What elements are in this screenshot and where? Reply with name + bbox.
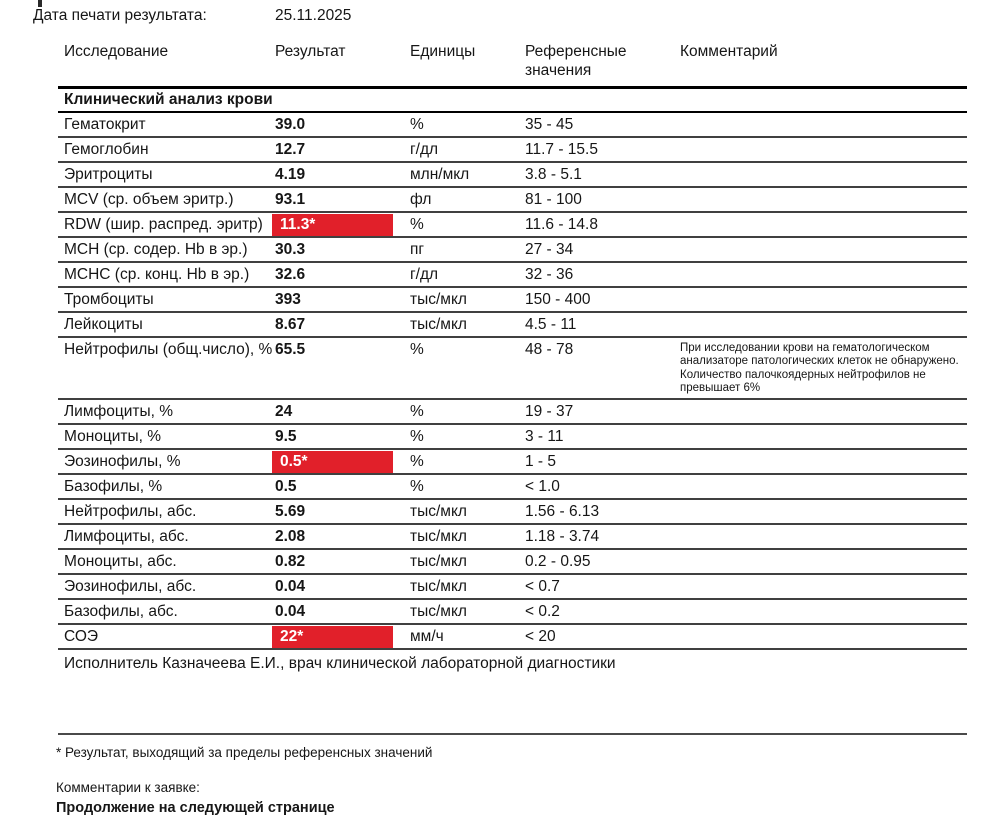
units-cell: фл	[410, 191, 432, 208]
table-row	[58, 625, 967, 650]
units-cell: %	[410, 453, 424, 470]
reference-range-cell: < 0.2	[525, 603, 560, 620]
asterisk-footnote: * Результат, выходящий за пределы референсных значений	[56, 745, 433, 760]
test-name-cell: Базофилы, абс.	[64, 603, 178, 620]
result-cell	[275, 602, 410, 621]
table-row	[58, 475, 967, 500]
result-value: 65.5	[275, 341, 306, 358]
test-name-cell: Нейтрофилы, абс.	[64, 503, 197, 520]
units-cell: тыс/мкл	[410, 578, 467, 595]
units-cell: %	[410, 403, 424, 420]
result-value: 11.3*	[272, 214, 393, 236]
result-value: 393	[275, 291, 301, 308]
reference-range-cell: < 0.7	[525, 578, 560, 595]
table-row	[58, 525, 967, 550]
result-value: 22*	[272, 626, 393, 648]
table-row	[58, 425, 967, 450]
results-table	[58, 40, 967, 673]
comment-cell	[680, 115, 967, 117]
table-row	[58, 500, 967, 525]
comment-cell	[680, 552, 967, 554]
table-row	[58, 313, 967, 338]
units-cell: тыс/мкл	[410, 291, 467, 308]
units-cell: г/дл	[410, 266, 439, 283]
table-row	[58, 263, 967, 288]
units-cell: тыс/мкл	[410, 603, 467, 620]
table-row	[58, 188, 967, 213]
test-name-cell: СОЭ	[64, 628, 99, 645]
result-cell	[275, 552, 410, 571]
table-header-row	[58, 40, 967, 86]
print-date-value: 25.11.2025	[275, 7, 352, 24]
units-cell: %	[410, 478, 424, 495]
table-row	[58, 138, 967, 163]
reference-range-cell: 35 - 45	[525, 116, 574, 133]
request-comments-label: Комментарии к заявке:	[56, 780, 200, 795]
result-cell	[275, 215, 410, 236]
result-cell	[275, 240, 410, 259]
test-name-cell: MCV (ср. объем эритр.)	[64, 191, 234, 208]
result-value: 2.08	[275, 528, 306, 545]
comment-cell	[680, 165, 967, 167]
test-name-cell: Лимфоциты, %	[64, 403, 174, 420]
comment-cell	[680, 427, 967, 429]
table-row	[58, 400, 967, 425]
result-value: 9.5	[275, 428, 297, 445]
test-name-cell: Моноциты, абс.	[64, 553, 177, 570]
reference-range-cell: 32 - 36	[525, 266, 574, 283]
footer-divider	[58, 733, 967, 735]
column-header-test: Исследование	[64, 43, 169, 60]
comment-cell	[680, 402, 967, 404]
result-value: 30.3	[275, 241, 306, 258]
reference-range-cell: < 1.0	[525, 478, 560, 495]
table-row	[58, 575, 967, 600]
reference-range-cell: 1.18 - 3.74	[525, 528, 600, 545]
result-cell	[275, 527, 410, 546]
result-cell	[275, 627, 410, 648]
reference-range-cell: 3 - 11	[525, 428, 564, 445]
units-cell: мм/ч	[410, 628, 444, 645]
comment-cell	[680, 215, 967, 217]
continuation-note: Продолжение на следующей странице	[56, 800, 335, 816]
comment-cell: При исследовании крови на гематологическом анализаторе патологических клеток не обнаружено. Количество палочкоядерных нейтрофилов не превышает 6%	[680, 342, 959, 395]
test-name-cell: Гематокрит	[64, 116, 146, 133]
result-cell	[275, 402, 410, 421]
reference-range-cell: 27 - 34	[525, 241, 574, 258]
reference-range-cell: 11.6 - 14.8	[525, 216, 598, 233]
table-row	[58, 288, 967, 313]
comment-cell	[680, 477, 967, 479]
table-row	[58, 238, 967, 263]
result-cell	[275, 140, 410, 159]
test-name-cell: MCHC (ср. конц. Hb в эр.)	[64, 266, 250, 283]
result-value: 5.69	[275, 503, 306, 520]
reference-range-cell: 19 - 37	[525, 403, 574, 420]
reference-range-cell: 1 - 5	[525, 453, 557, 470]
test-name-cell: Базофилы, %	[64, 478, 163, 495]
units-cell: млн/мкл	[410, 166, 470, 183]
comment-cell	[680, 602, 967, 604]
test-name-cell: Нейтрофилы (общ.число), %	[64, 341, 273, 358]
reference-range-cell: 81 - 100	[525, 191, 582, 208]
reference-range-cell: < 20	[525, 628, 556, 645]
result-cell	[275, 190, 410, 209]
result-cell	[275, 452, 410, 473]
comment-cell	[680, 577, 967, 579]
result-cell	[275, 165, 410, 184]
table-row	[58, 600, 967, 625]
reference-range-cell: 1.56 - 6.13	[525, 503, 600, 520]
test-name-cell: Тромбоциты	[64, 291, 154, 308]
reference-range-cell: 4.5 - 11	[525, 316, 577, 333]
print-date-row	[33, 6, 351, 26]
comment-cell	[680, 265, 967, 267]
table-row	[58, 338, 967, 400]
column-header-units: Единицы	[410, 43, 476, 60]
comment-cell	[680, 240, 967, 242]
units-cell: тыс/мкл	[410, 316, 467, 333]
section-title: Клинический анализ крови	[58, 86, 967, 113]
print-date-label: Дата печати результата:	[33, 7, 207, 24]
comment-cell	[680, 190, 967, 192]
result-value: 24	[275, 403, 293, 420]
test-name-cell: MCH (ср. содер. Hb в эр.)	[64, 241, 248, 258]
comment-cell	[680, 502, 967, 504]
units-cell: тыс/мкл	[410, 503, 467, 520]
result-value: 4.19	[275, 166, 306, 183]
reference-range-cell: 48 - 78	[525, 341, 574, 358]
column-header-reference: Референсные значения	[525, 43, 627, 79]
test-name-cell: Моноциты, %	[64, 428, 162, 445]
table-body	[58, 113, 967, 650]
units-cell: %	[410, 428, 424, 445]
comment-cell	[680, 527, 967, 529]
executor-line: Исполнитель Казначеева Е.И., врач клинической лабораторной диагностики	[64, 655, 616, 672]
reference-range-cell: 3.8 - 5.1	[525, 166, 582, 183]
column-header-comment: Комментарий	[680, 43, 778, 60]
test-name-cell: Лейкоциты	[64, 316, 143, 333]
reference-range-cell: 150 - 400	[525, 291, 591, 308]
table-row	[58, 113, 967, 138]
result-cell	[275, 340, 410, 359]
table-row	[58, 450, 967, 475]
result-value: 0.82	[275, 553, 306, 570]
result-cell	[275, 427, 410, 446]
column-header-result: Результат	[275, 43, 346, 60]
result-cell	[275, 115, 410, 134]
table-row	[58, 163, 967, 188]
units-cell: пг	[410, 241, 425, 258]
result-value: 93.1	[275, 191, 306, 208]
comment-cell	[680, 140, 967, 142]
test-name-cell: Эритроциты	[64, 166, 153, 183]
result-cell	[275, 477, 410, 496]
units-cell: тыс/мкл	[410, 553, 467, 570]
test-name-cell: Эозинофилы, %	[64, 453, 181, 470]
result-value: 12.7	[275, 141, 306, 158]
result-value: 0.5*	[272, 451, 393, 473]
table-row	[58, 550, 967, 575]
result-value: 0.04	[275, 603, 306, 620]
comment-cell	[680, 627, 967, 629]
test-name-cell: Эозинофилы, абс.	[64, 578, 197, 595]
units-cell: тыс/мкл	[410, 528, 467, 545]
table-row	[58, 213, 967, 238]
comment-cell	[680, 452, 967, 454]
result-value: 0.5	[275, 478, 297, 495]
result-value: 39.0	[275, 116, 306, 133]
result-cell	[275, 290, 410, 309]
reference-range-cell: 0.2 - 0.95	[525, 553, 591, 570]
result-cell	[275, 315, 410, 334]
result-value: 0.04	[275, 578, 306, 595]
reference-range-cell: 11.7 - 15.5	[525, 141, 598, 158]
units-cell: %	[410, 216, 424, 233]
result-value: 32.6	[275, 266, 306, 283]
result-cell	[275, 577, 410, 596]
result-cell	[275, 502, 410, 521]
test-name-cell: RDW (шир. распред. эритр)	[64, 216, 263, 233]
test-name-cell: Гемоглобин	[64, 141, 149, 158]
units-cell: %	[410, 116, 424, 133]
result-cell	[275, 265, 410, 284]
units-cell: г/дл	[410, 141, 439, 158]
comment-cell	[680, 315, 967, 317]
test-name-cell: Лимфоциты, абс.	[64, 528, 189, 545]
units-cell: %	[410, 341, 424, 358]
result-value: 8.67	[275, 316, 306, 333]
comment-cell	[680, 290, 967, 292]
